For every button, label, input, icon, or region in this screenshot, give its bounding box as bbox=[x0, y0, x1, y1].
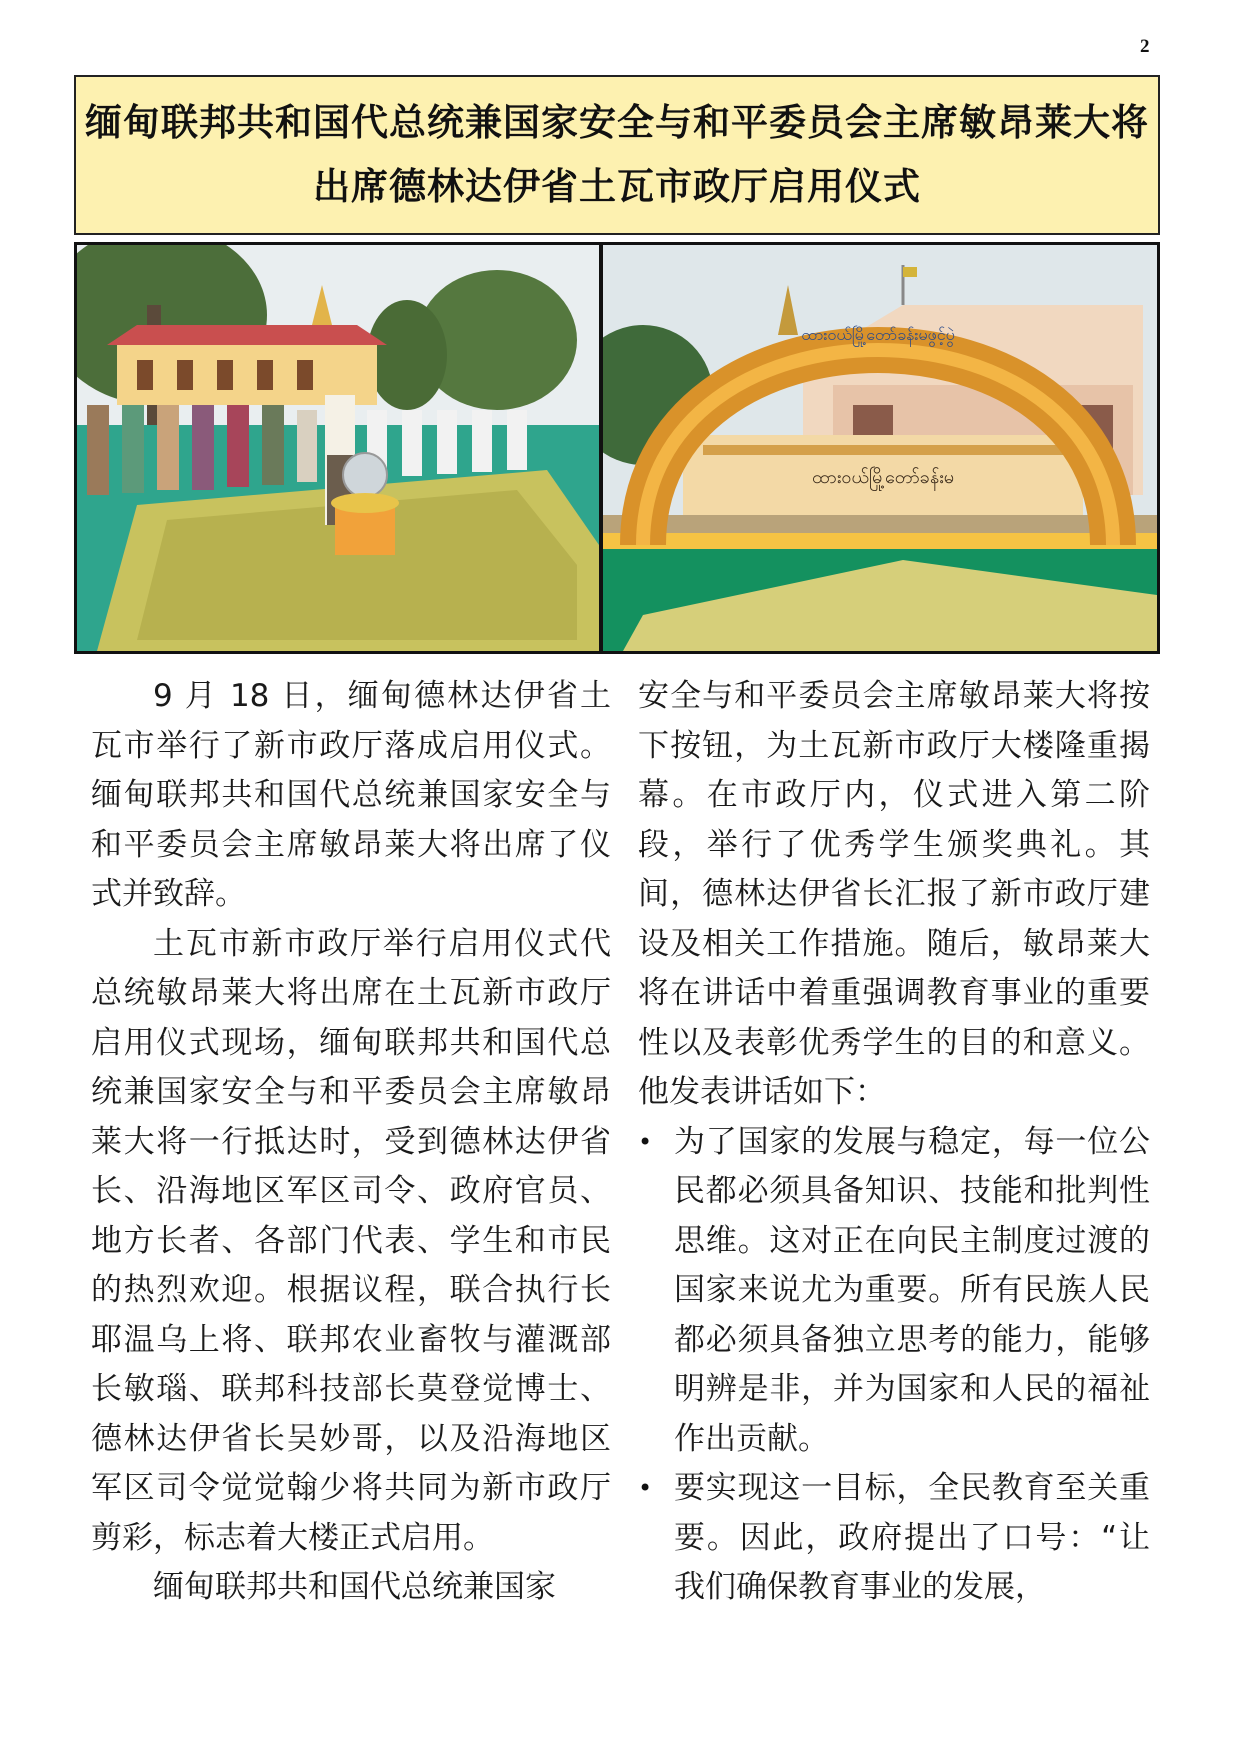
page-number: 2 bbox=[1140, 36, 1150, 57]
article-paragraph: 土瓦市新市政厅举行启用仪式代总统敏昂莱大将出席在土瓦新市政厅启用仪式现场，缅甸联邦共和国代总统兼国家安全与和平委员会主席敏昂莱大将一行抵达时，受到德林达伊省长、沿海地区军区司令、政府官员、地方长者、各部门代表、学生和市民的热烈欢迎。根据议程，联合执行长耶温乌上将、联邦农业畜牧与灌溉部长敏瑙、联邦科技部长莫登觉博士、德林达伊省长吴妙哥，以及沿海地区军区司令觉觉翰少将共同为新市政厅剪彩，标志着大楼正式启用。 bbox=[91, 925, 611, 1556]
building-sign-text: ထားဝယ်မြို့တော်ခန်းမ bbox=[811, 467, 955, 488]
headline-box bbox=[74, 75, 1160, 235]
article-paragraph-continuation: 安全与和平委员会主席敏昂莱大将按下按钮，为土瓦新市政厅大楼隆重揭幕。在市政厅内，仪式进入第二阶段，举行了优秀学生颁奖典礼。其间，德林达伊省长汇报了新市政厅建设及相关工作措施。随后，敏昂莱大将在讲话中着重强调教育事业的重要性以及表彰优秀学生的目的和意义。他发表讲话如下： bbox=[638, 678, 1150, 1110]
headline-line-2: 出席德林达伊省土瓦市政厅启用仪式 bbox=[313, 165, 921, 208]
article-paragraph: 缅甸联邦共和国代总统兼国家 bbox=[153, 1569, 556, 1605]
arch-banner-text: ထားဝယ်မြို့တော်ခန်းမဖွင့်ပွဲ bbox=[801, 325, 955, 344]
article-column-left bbox=[91, 672, 611, 1613]
article-column-right bbox=[638, 672, 1150, 1613]
speech-point: • 要实现这一目标，全民教育至关重要。因此，政府提出了口号：“让我们确保教育事业的发展， bbox=[638, 1464, 1150, 1613]
town-hall-arch-photo bbox=[603, 245, 1157, 651]
article-paragraph: 9 月 18 日，缅甸德林达伊省土瓦市举行了新市政厅落成启用仪式。缅甸联邦共和国代总统兼国家安全与和平委员会主席敏昂莱大将出席了仪式并致辞。 bbox=[91, 678, 611, 912]
headline-line-1: 缅甸联邦共和国代总统兼国家安全与和平委员会主席敏昂莱大将 bbox=[85, 101, 1149, 144]
speech-point: • 为了国家的发展与稳定，每一位公民都必须具备知识、技能和批判性思维。这对正在向民主制度过渡的国家来说尤为重要。所有民族人民都必须具备独立思考的能力，能够明辨是非，并为国家和人民的福祉作出贡献。 bbox=[638, 1118, 1150, 1465]
ceremony-photo bbox=[77, 245, 599, 651]
photo-strip bbox=[74, 242, 1160, 654]
speech-points-list bbox=[638, 1118, 1150, 1613]
